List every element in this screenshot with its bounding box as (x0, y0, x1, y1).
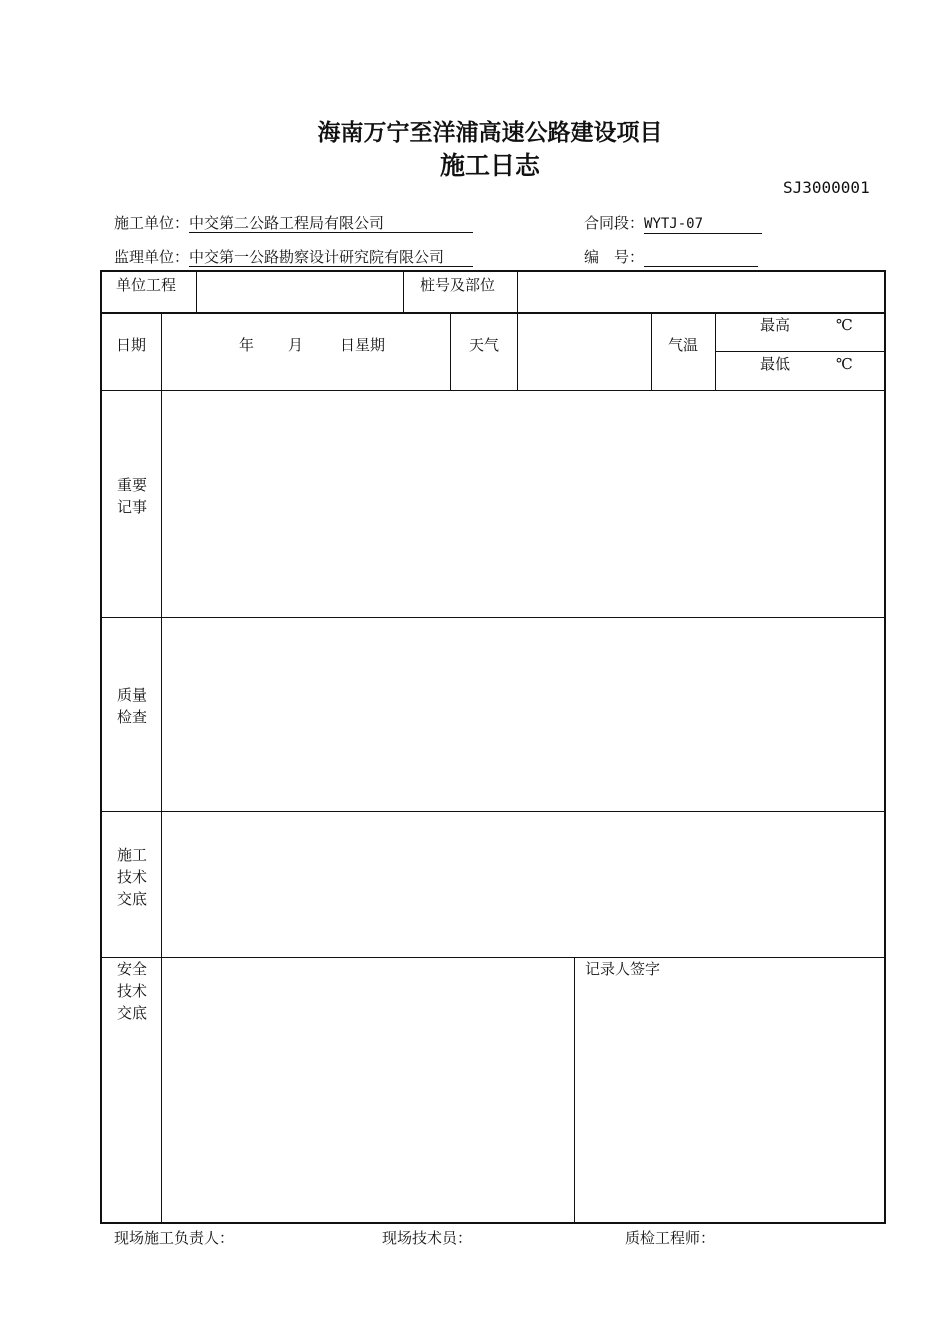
document-subtitle: 施工日志 (439, 151, 540, 180)
quality-check-label: 质量 检查 (116, 686, 147, 726)
low-temp-label: 最低 (760, 355, 791, 373)
important-events-label: 重要 记事 (116, 476, 147, 516)
document-number: SJ3000001 (783, 178, 870, 197)
site-manager-label: 现场施工负责人： (114, 1229, 235, 1247)
unit-project-field[interactable] (198, 272, 402, 312)
weather-field[interactable] (519, 314, 650, 390)
serial-number-row (584, 246, 758, 267)
technician-label: 现场技术员： (382, 1229, 473, 1247)
temperature-label: 气温 (668, 336, 699, 354)
table-border-bottom (100, 1222, 886, 1224)
row-divider (100, 390, 886, 391)
col-divider (196, 270, 197, 312)
pile-part-field[interactable] (519, 272, 883, 312)
construction-unit-value: 中交第二公路工程局有限公司 (189, 214, 473, 233)
supervision-unit-row (114, 246, 473, 267)
year-label: 年 (239, 336, 255, 354)
construction-unit-label: 施工单位： (114, 214, 190, 232)
row-divider (100, 957, 886, 958)
unit-project-label: 单位工程 (116, 276, 177, 294)
day-weekday-label: 日星期 (340, 336, 386, 354)
table-border-left (100, 270, 102, 1224)
table-border-right (884, 270, 886, 1224)
col-divider (715, 312, 716, 390)
label-col-divider (161, 312, 162, 1222)
serial-number-field[interactable] (644, 248, 758, 267)
month-label: 月 (288, 336, 304, 354)
temp-divider (716, 351, 884, 352)
row-divider (100, 617, 886, 618)
document-title: 海南万宁至洋浦高速公路建设项目 (317, 119, 663, 146)
quality-check-field[interactable] (163, 619, 883, 810)
weather-label: 天气 (469, 336, 500, 354)
row-divider (100, 811, 886, 812)
contract-section-value: WYTJ-07 (644, 215, 762, 234)
important-events-field[interactable] (163, 392, 883, 616)
high-temp-label: 最高 (760, 316, 791, 334)
contract-section-label: 合同段： (584, 214, 645, 232)
date-label: 日期 (116, 336, 147, 354)
col-divider (403, 270, 404, 312)
safety-briefing-field[interactable] (163, 959, 573, 1221)
qc-engineer-label: 质检工程师： (625, 1229, 716, 1247)
construction-briefing-field[interactable] (163, 813, 883, 956)
recorder-signature-label: 记录人签字 (585, 960, 661, 978)
contract-section-row (584, 212, 762, 234)
supervision-unit-value: 中交第一公路勘察设计研究院有限公司 (189, 248, 473, 267)
high-temp-unit: ℃ (836, 316, 853, 334)
recorder-signature-field[interactable] (576, 982, 883, 1221)
serial-number-label: 编 号： (584, 248, 645, 266)
col-divider (574, 957, 575, 1222)
construction-briefing-label: 施工 技术 交底 (116, 846, 147, 908)
safety-briefing-label: 安全 技术 交底 (116, 960, 147, 1022)
col-divider (517, 270, 518, 312)
construction-unit-row (114, 212, 473, 233)
col-divider (450, 312, 451, 390)
supervision-unit-label: 监理单位： (114, 248, 190, 266)
col-divider (517, 312, 518, 390)
col-divider (651, 312, 652, 390)
pile-part-label: 桩号及部位 (420, 276, 496, 294)
low-temp-unit: ℃ (836, 355, 853, 373)
